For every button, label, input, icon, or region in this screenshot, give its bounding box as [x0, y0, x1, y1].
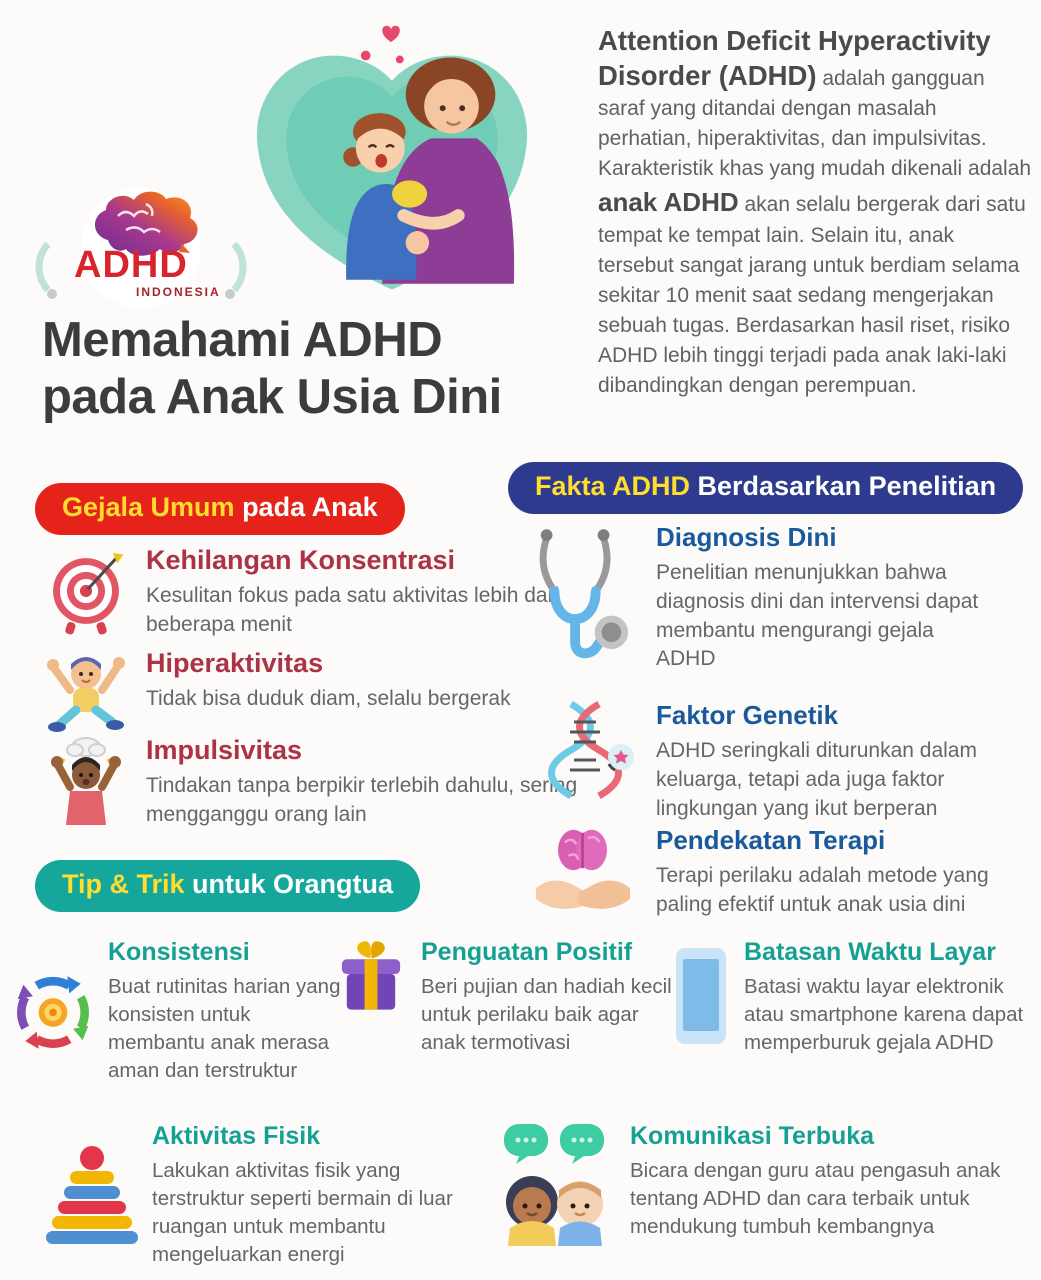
symptom-title: Impulsivitas — [146, 735, 303, 765]
symptom-desc: Kesulitan fokus pada satu aktivitas lebih dari beberapa menit — [146, 584, 560, 636]
logo-brand-text: ADHD — [74, 244, 188, 286]
fact-title: Faktor Genetik — [656, 700, 839, 730]
intro-highlight: anak ADHD — [598, 187, 739, 218]
page-title-line1: Memahami ADHD — [42, 313, 443, 367]
stacking-rings-icon — [42, 1144, 142, 1246]
page-title-line2: pada Anak Usia Dini — [42, 369, 502, 424]
tip-desc: Bicara dengan guru atau pengasuh anak tentang ADHD dan cara terbaik untuk mendukung tumbuh kembangnya — [630, 1159, 1001, 1239]
hyperactive-child-icon — [40, 648, 132, 732]
badge-rest: pada Anak — [234, 492, 378, 522]
badge-highlight: Gejala Umum — [62, 492, 235, 522]
tip-title: Konsistensi — [108, 938, 250, 966]
hero-illustration — [236, 6, 548, 304]
tip-desc: Buat rutinitas harian yang konsisten untuk membantu anak merasa aman dan terstruktur — [108, 975, 341, 1083]
adhd-indonesia-logo — [34, 186, 248, 318]
fact-item — [528, 825, 1028, 921]
intro-paragraph — [598, 24, 1034, 401]
badge-rest: untuk Orangtua — [184, 869, 394, 899]
mother-hugging-child-icon — [236, 6, 548, 304]
tip-item — [333, 938, 677, 1057]
tip-desc: Batasi waktu layar elektronik atau smartphone karena dapat memperburuk gejala ADHD — [744, 975, 1024, 1055]
fact-desc: Terapi perilaku adalah metode yang paling efektif untuk anak usia dini — [656, 864, 989, 916]
facts-section-badge — [508, 462, 1023, 514]
tip-title: Batasan Waktu Layar — [744, 938, 996, 966]
badge-rest: Berdasarkan Penelitian — [690, 471, 997, 501]
badge-highlight: Fakta ADHD — [535, 471, 691, 501]
tip-item — [672, 938, 1041, 1057]
tip-item — [8, 938, 346, 1085]
therapy-hands-brain-icon — [528, 825, 638, 921]
badge-highlight: Tip & Trik — [62, 869, 185, 899]
symptom-title: Hiperaktivitas — [146, 648, 324, 678]
logo-sub-text: INDONESIA — [136, 285, 221, 299]
tip-item — [42, 1122, 494, 1269]
impulsive-child-icon — [40, 735, 132, 825]
tip-desc: Beri pujian dan hadiah kecil untuk perilaku baik agar anak termotivasi — [421, 975, 672, 1055]
gift-icon — [333, 938, 409, 1018]
smartphone-icon — [672, 946, 730, 1046]
dna-icon — [540, 700, 638, 800]
fact-item — [540, 700, 1008, 823]
fact-desc: Penelitian menunjukkan bahwa diagnosis dini dan intervensi dapat membantu mengurangi gejala ADHD — [656, 561, 979, 671]
fact-desc: ADHD seringkali diturunkan dalam keluarga, tetapi ada juga faktor lingkungan yang ikut berperan — [656, 739, 977, 820]
fact-title: Diagnosis Dini — [656, 522, 837, 552]
page-title — [42, 312, 502, 426]
tip-title: Aktivitas Fisik — [152, 1122, 321, 1150]
symptoms-section-badge — [35, 483, 405, 535]
tips-section-badge — [35, 860, 420, 912]
tip-desc: Lakukan aktivitas fisik yang terstruktur seperti bermain di luar ruangan untuk membantu mengeluarkan energi — [152, 1159, 453, 1267]
symptom-item — [40, 735, 578, 830]
symptom-item — [40, 648, 578, 732]
stethoscope-icon — [520, 522, 638, 670]
symptom-title: Kehilangan Konsentrasi — [146, 545, 456, 575]
talking-children-icon — [496, 1122, 618, 1248]
symptom-item — [40, 545, 560, 640]
target-icon — [40, 545, 132, 637]
intro-body-2: akan selalu bergerak dari satu tempat ke tempat lain. Selain itu, anak tersebut sangat jarang untuk berdiam selama sekitar 10 menit saat sedang mengerjakan sebuah tugas. Berdasarkan hasil riset, risiko ADHD lebih tinggi terjadi pada anak laki-laki dibandingkan dengan perempuan. — [598, 193, 1026, 398]
fact-title: Pendekatan Terapi — [656, 825, 886, 855]
symptom-desc: Tindakan tanpa berpikir terlebih dahulu, sering mengganggu orang lain — [146, 774, 578, 826]
intro-body-1: adalah gangguan saraf yang ditandai dengan masalah perhatian, hiperaktivitas, dan impulsivitas. Karakteristik khas yang mudah dikenali adalah — [598, 67, 1032, 181]
tip-title: Penguatan Positif — [421, 938, 633, 966]
intro-heading: Attention Deficit Hyperactivity Disorder (ADHD) — [598, 25, 991, 92]
tip-title: Komunikasi Terbuka — [630, 1122, 875, 1150]
tip-item — [496, 1122, 1041, 1248]
fact-item — [520, 522, 990, 674]
symptom-desc: Tidak bisa duduk diam, selalu bergerak — [146, 687, 511, 710]
cycle-arrows-icon — [8, 966, 98, 1058]
